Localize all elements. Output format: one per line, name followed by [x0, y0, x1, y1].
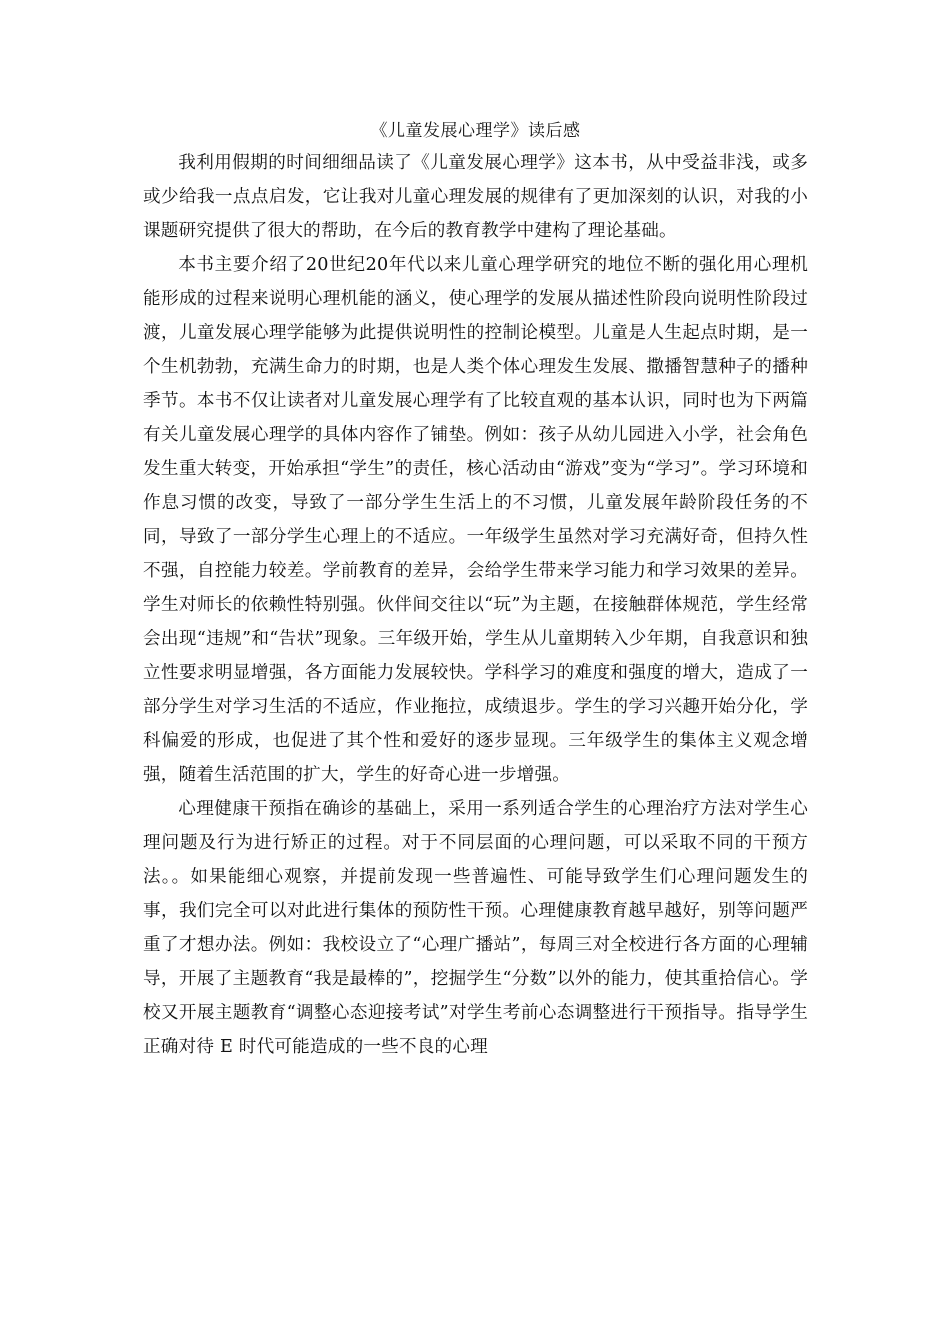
document-body	[143, 116, 808, 1064]
paragraph-book-summary: 本书主要介绍了20世纪20年代以来儿童心理学研究的地位不断的强化用心理机能形成的过程来说明心理机能的涵义，使心理学的发展从描述性阶段向说明性阶段过渡，儿童发展心理学能够为此提供说明性的控制论模型。儿童是人生起点时期，是一个生机勃勃，充满生命力的时期，也是人类个体心理发生发展、撒播智慧种子的播种季节。本书不仅让读者对儿童发展心理学有了比较直观的基本认识，同时也为下两篇有关儿童发展心理学的具体内容作了铺垫。例如：孩子从幼儿园进入小学，社会角色发生重大转变，开始承担“学生”的责任，核心活动由“游戏”变为“学习”。学习环境和作息习惯的改变，导致了一部分学生生活上的不习惯，儿童发展年龄阶段任务的不同，导致了一部分学生心理上的不适应。一年级学生虽然对学习充满好奇，但持久性不强，自控能力较差。学前教育的差异，会给学生带来学习能力和学习效果的差异。学生对师长的依赖性特别强。伙伴间交往以“玩”为主题，在接触群体规范，学生经常会出现“违规”和“告状”现象。三年级开始，学生从儿童期转入少年期，自我意识和独立性要求明显增强，各方面能力发展较快。学科学习的难度和强度的增大，造成了一部分学生对学习生活的不适应，作业拖拉，成绩退步。学生的学习兴趣开始分化，学科偏爱的形成，也促进了其个性和爱好的逐步显现。三年级学生的集体主义观念增强，随着生活范围的扩大，学生的好奇心进一步增强。	[143, 255, 808, 785]
paragraph-intro: 我利用假期的时间细细品读了《儿童发展心理学》这本书，从中受益非浅，或多或少给我一点点启发，它让我对儿童心理发展的规律有了更加深刻的认识，对我的小课题研究提供了很大的帮助，在今后的教育教学中建构了理论基础。	[143, 153, 808, 241]
paragraph-intervention: 心理健康干预指在确诊的基础上，采用一系列适合学生的心理治疗方法对学生心理问题及行为进行矫正的过程。对于不同层面的心理问题，可以采取不同的干预方法。。如果能细心观察，并提前发现一些普遍性、可能导致学生们心理问题发生的事，我们完全可以对此进行集体的预防性干预。心理健康教育越早越好，别等问题严重了才想办法。例如：我校设立了“心理广播站”，每周三对全校进行各方面的心理辅导，开展了主题教育“我是最棒的”，挖掘学生“分数”以外的能力，使其重拾信心。学校又开展主题教育“调整心态迎接考试”对学生考前心态调整进行干预指导。指导学生正确对待 E 时代可能造成的一些不良的心理	[143, 799, 808, 1057]
document-title: 《儿童发展心理学》读后感	[370, 121, 581, 141]
